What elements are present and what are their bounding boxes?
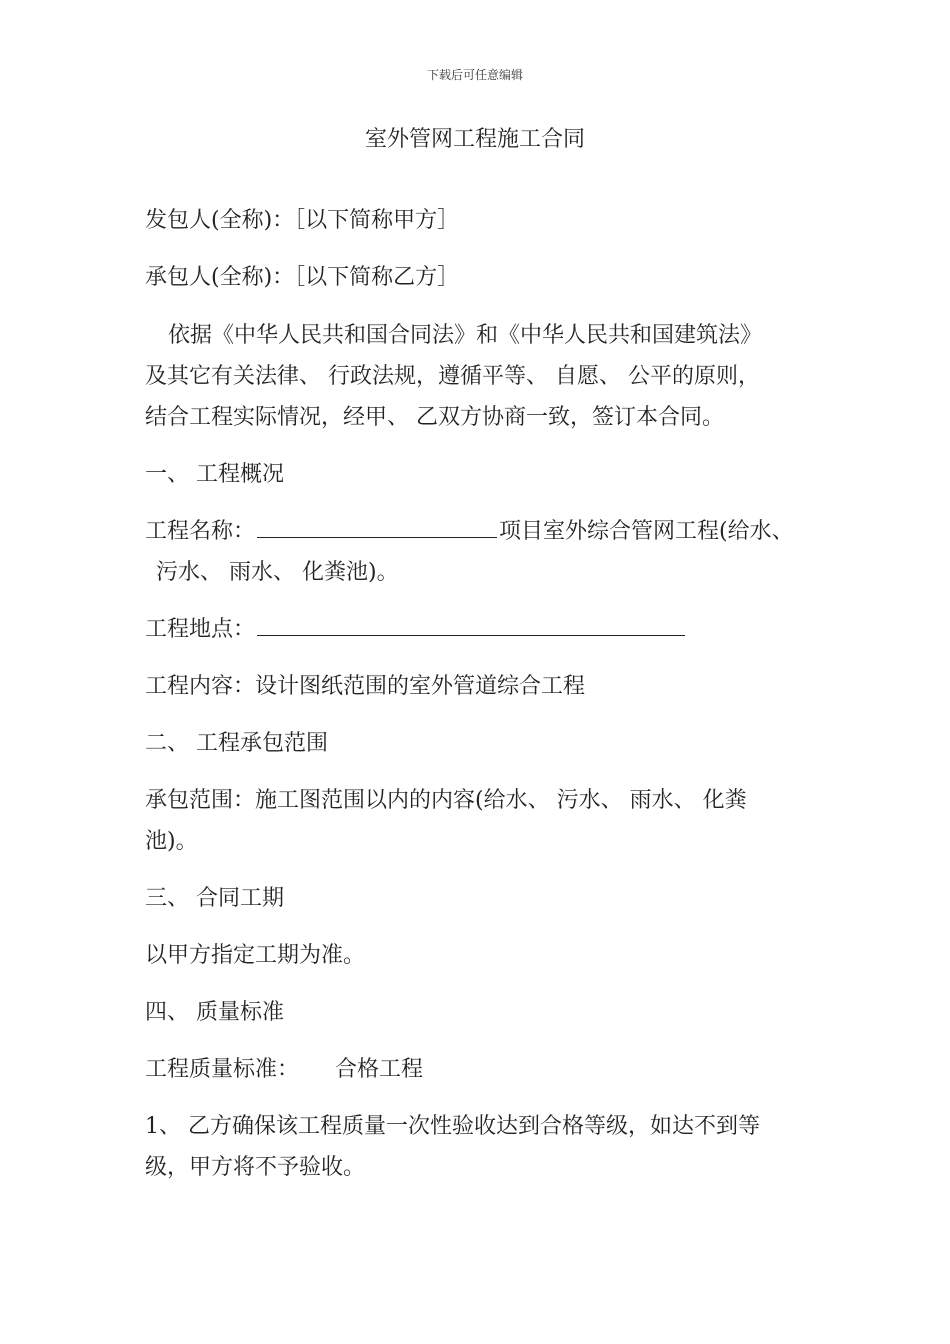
party-b-line: 承包人(全称)：［以下简称乙方］ <box>145 265 460 290</box>
quality-item-1-line-2: 级，甲方将不予验收。 <box>145 1155 366 1180</box>
quality-item-1-line-1: 1、 乙方确保该工程质量一次性验收达到合格等级，如达不到等 <box>145 1114 760 1139</box>
quality-standard-label: 工程质量标准： <box>145 1057 300 1082</box>
document-title: 室外管网工程施工合同 <box>364 127 585 152</box>
project-location-line <box>145 609 687 650</box>
duration-text: 以甲方指定工期为准。 <box>145 943 366 968</box>
preamble-line-1: 依据《中华人民共和国合同法》和《中华人民共和国建筑法》 <box>168 323 763 348</box>
quality-standard-value: 合格工程 <box>335 1057 424 1082</box>
scope-line-1: 承包范围：施工图范围以内的内容(给水、 污水、 雨水、 化粪 <box>145 788 747 813</box>
preamble-line-3: 结合工程实际情况，经甲、 乙双方协商一致，签订本合同。 <box>145 405 724 430</box>
project-name-line-2: 污水、 雨水、 化粪池)。 <box>156 560 399 585</box>
preamble-line-2: 及其它有关法律、 行政法规，遵循平等、 自愿、 公平的原则， <box>145 364 760 389</box>
project-location-label: 工程地点： <box>145 617 256 642</box>
section-4-heading: 四、 质量标准 <box>145 1000 284 1025</box>
project-name-line <box>145 511 794 552</box>
project-location-blank <box>257 609 685 636</box>
project-name-label: 工程名称： <box>145 519 256 544</box>
scope-line-2: 池)。 <box>145 829 198 854</box>
section-1-heading: 一、 工程概况 <box>145 462 284 487</box>
project-name-blank <box>257 511 497 538</box>
section-2-heading: 二、 工程承包范围 <box>145 731 328 756</box>
header-note: 下载后可任意编辑 <box>426 68 523 82</box>
project-name-suffix: 项目室外综合管网工程(给水、 <box>499 519 794 544</box>
section-3-heading: 三、 合同工期 <box>145 886 284 911</box>
project-content-line: 工程内容：设计图纸范围的室外管道综合工程 <box>145 674 586 699</box>
quality-standard-line <box>145 1049 423 1090</box>
party-a-line: 发包人(全称)：［以下简称甲方］ <box>145 208 460 233</box>
